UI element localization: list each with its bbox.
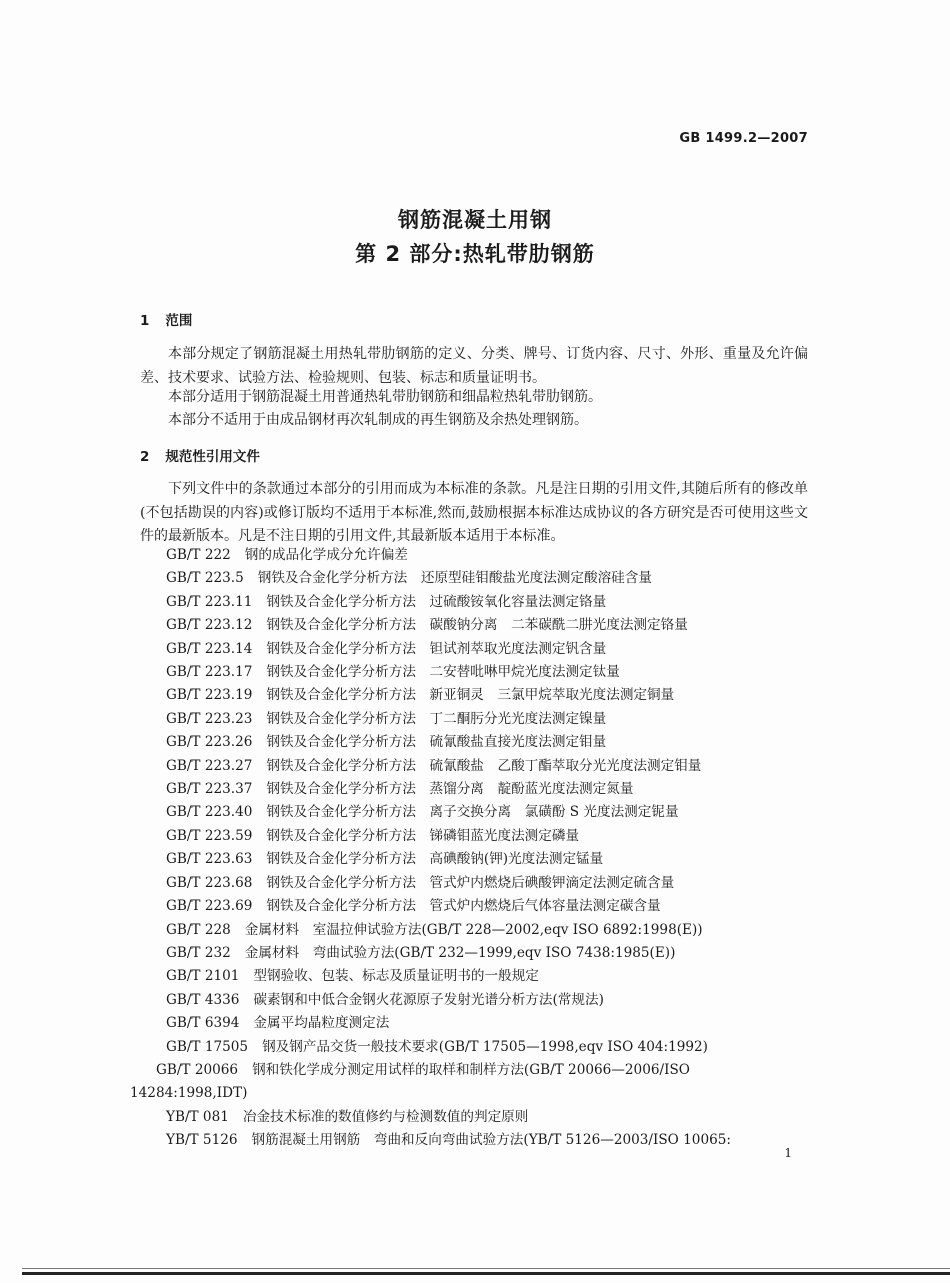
section1-paragraph-1: 本部分规定了钢筋混凝土用热轧带肋钢筋的定义、分类、牌号、订货内容、尺寸、外形、重量及允许偏差、技术要求、试验方法、检验规则、包装、标志和质量证明书。 [140, 346, 808, 386]
reference-code: GB/T 232 [166, 944, 231, 961]
reference-item [140, 825, 808, 848]
page-number: 1 [784, 1146, 792, 1160]
reference-item [140, 848, 808, 871]
reference-title: 碳素钢和中低合金钢火花源原子发射光谱分析方法(常规法) [253, 991, 604, 1008]
reference-item [140, 567, 808, 590]
reference-item [140, 1036, 808, 1059]
reference-title: 钢铁及合金化学分析方法 高碘酸钠(钾)光度法测定锰量 [266, 851, 604, 868]
footer-rule [22, 1272, 950, 1275]
reference-item [140, 965, 808, 988]
reference-code: YB/T 081 [166, 1108, 229, 1125]
reference-item [140, 942, 808, 965]
document-title-line2: 第 2 部分:热轧带肋钢筋 [355, 242, 595, 266]
reference-item [140, 801, 808, 824]
reference-item [140, 684, 808, 707]
reference-code: GB/T 223.68 [166, 874, 253, 891]
reference-code: GB/T 223.14 [166, 640, 253, 657]
reference-title: 钢筋混凝土用钢筋 弯曲和反向弯曲试验方法(YB/T 5126—2003/ISO 10065: [251, 1132, 731, 1149]
reference-title: 冶金技术标准的数值修约与检测数值的判定原则 [242, 1108, 529, 1125]
reference-code: YB/T 5126 [166, 1132, 238, 1149]
reference-item [140, 872, 808, 895]
reference-code: GB/T 4336 [166, 991, 240, 1008]
reference-title: 金属材料 室温拉伸试验方法(GB/T 228—2002,eqv ISO 6892:1998(E)) [244, 921, 703, 938]
footer-rule-thin [22, 1268, 950, 1269]
reference-title: 钢铁及合金化学分析方法 丁二酮肟分光光度法测定镍量 [266, 710, 607, 727]
reference-code: GB/T 223.27 [166, 757, 253, 774]
reference-code: GB/T 223.37 [166, 781, 253, 798]
section2-number: 2 [140, 449, 150, 465]
reference-title: 钢铁及合金化学分析方法 还原型硅钼酸盐光度法测定酸溶硅含量 [257, 570, 652, 587]
reference-title: 钢铁及合金化学分析方法 离子交换分离 氯磺酚 S 光度法测定铌量 [266, 804, 679, 821]
reference-code: GB/T 223.40 [166, 804, 253, 821]
reference-item [140, 708, 808, 731]
reference-code: GB/T 223.11 [166, 593, 253, 610]
reference-title: 钢铁及合金化学分析方法 二安替吡啉甲烷光度法测定钛量 [266, 664, 620, 681]
reference-item [140, 989, 808, 1012]
reference-item [140, 1129, 808, 1152]
reference-title: 钢铁及合金化学分析方法 管式炉内燃烧后气体容量法测定碳含量 [266, 898, 661, 915]
document-title-line1: 钢筋混凝土用钢 [398, 208, 552, 232]
reference-code: GB/T 223.17 [166, 664, 253, 681]
reference-title: 钢和铁化学成分测定用试样的取样和制样方法(GB/T 20066—2006/ISO 14284:1998,IDT) [130, 1061, 690, 1102]
reference-title: 钢铁及合金化学分析方法 蒸馏分离 靛酚蓝光度法测定氮量 [266, 781, 634, 798]
reference-title: 钢铁及合金化学分析方法 钽试剂萃取光度法测定钒含量 [266, 640, 607, 657]
reference-title: 钢铁及合金化学分析方法 新亚铜灵 三氯甲烷萃取光度法测定铜量 [266, 687, 675, 704]
reference-code: GB/T 223.12 [166, 617, 253, 634]
section2-title: 规范性引用文件 [165, 449, 260, 465]
section1-paragraph-3: 本部分不适用于由成品钢材再次轧制成的再生钢筋及余热处理钢筋。 [168, 412, 588, 428]
reference-item [140, 778, 808, 801]
reference-code: GB/T 6394 [166, 1015, 240, 1032]
reference-title: 型钢验收、包装、标志及质量证明书的一般规定 [253, 968, 539, 985]
section1-title: 范围 [165, 313, 193, 329]
reference-code: GB/T 17505 [166, 1038, 249, 1055]
standard-code: GB 1499.2—2007 [679, 131, 808, 146]
reference-code: GB/T 223.59 [166, 827, 253, 844]
reference-item [140, 1106, 808, 1129]
reference-title: 金属材料 弯曲试验方法(GB/T 232—1999,eqv ISO 7438:1985(E)) [244, 944, 676, 961]
section1-number: 1 [140, 313, 150, 329]
reference-title: 钢铁及合金化学分析方法 碳酸钠分离 二苯碳酰二肼光度法测定铬量 [266, 617, 688, 634]
reference-code: GB/T 223.26 [166, 734, 253, 751]
reference-title: 钢的成品化学成分允许偏差 [244, 547, 408, 563]
reference-item [140, 591, 808, 614]
reference-item [140, 614, 808, 637]
normative-references-list [130, 544, 808, 1153]
reference-title: 金属平均晶粒度测定法 [253, 1015, 390, 1032]
reference-title: 钢铁及合金化学分析方法 硫氰酸盐直接光度法测定钼量 [266, 734, 607, 751]
reference-title: 钢及钢产品交货一般技术要求(GB/T 17505—1998,eqv ISO 404:1992) [262, 1038, 708, 1055]
section2-intro: 下列文件中的条款通过本部分的引用而成为本标准的条款。凡是注日期的引用文件,其随后所有的修改单(不包括勘误的内容)或修订版均不适用于本标准,然而,鼓励根据本标准达成协议的各方研究是否可使用这些文件的最新版本。凡是不注日期的引用文件,其最新版本适用于本标准。 [140, 481, 808, 544]
reference-item [140, 544, 808, 567]
reference-code: GB/T 223.23 [166, 710, 253, 727]
reference-code: GB/T 223.19 [166, 687, 253, 704]
reference-title: 钢铁及合金化学分析方法 锑磷钼蓝光度法测定磷量 [266, 827, 580, 844]
reference-item [140, 638, 808, 661]
reference-item [140, 919, 808, 942]
reference-item [140, 755, 808, 778]
reference-code: GB/T 20066 [156, 1061, 239, 1078]
section1-heading [140, 309, 192, 329]
reference-code: GB/T 228 [166, 921, 231, 938]
reference-code: GB/T 223.63 [166, 851, 253, 868]
reference-title: 钢铁及合金化学分析方法 硫氰酸盐 乙酸丁酯萃取分光光度法测定钼量 [266, 757, 702, 774]
reference-code: GB/T 223.5 [166, 570, 244, 587]
reference-title: 钢铁及合金化学分析方法 管式炉内燃烧后碘酸钾滴定法测定硫含量 [266, 874, 675, 891]
reference-title: 钢铁及合金化学分析方法 过硫酸铵氧化容量法测定铬量 [266, 593, 607, 610]
reference-item [140, 895, 808, 918]
section1-paragraph-2: 本部分适用于钢筋混凝土用普通热轧带肋钢筋和细晶粒热轧带肋钢筋。 [168, 389, 602, 405]
reference-item [140, 731, 808, 754]
reference-code: GB/T 222 [166, 547, 231, 563]
reference-item [130, 1059, 808, 1106]
section2-heading [140, 445, 260, 465]
reference-item [140, 661, 808, 684]
reference-code: GB/T 223.69 [166, 898, 253, 915]
reference-code: GB/T 2101 [166, 968, 240, 985]
reference-item [140, 1012, 808, 1035]
